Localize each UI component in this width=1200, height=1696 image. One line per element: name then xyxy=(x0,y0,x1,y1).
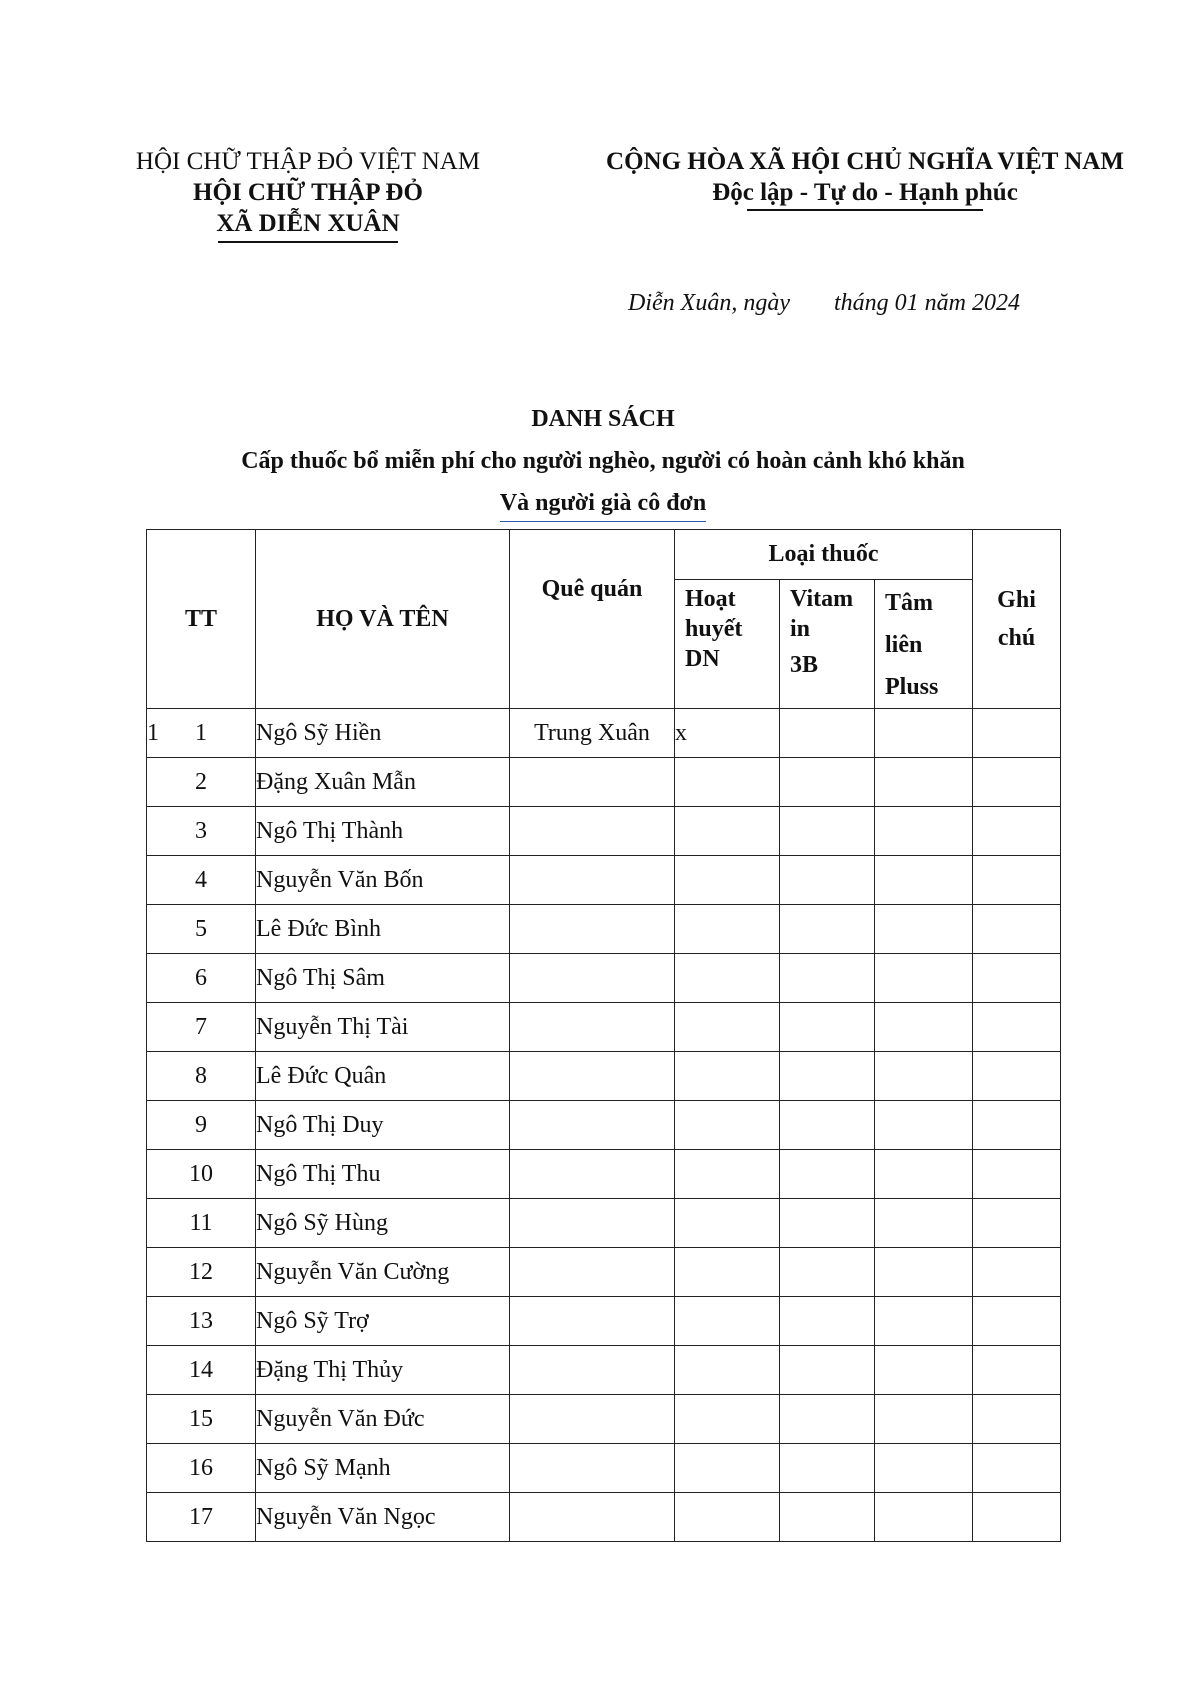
row-medicine-1: x xyxy=(675,709,780,758)
row-tt: 11 xyxy=(147,1199,256,1248)
national-title: CỘNG HÒA XÃ HỘI CHỦ NGHĨA VIỆT NAM xyxy=(606,148,1124,175)
row-name: Ngô Thị Duy xyxy=(256,1101,510,1150)
row-hometown xyxy=(510,1444,675,1493)
row-medicine-2 xyxy=(780,1199,875,1248)
table-row xyxy=(147,1101,1061,1150)
row-name: Đặng Thị Thủy xyxy=(256,1346,510,1395)
org-unit-name: HỘI CHỮ THẬP ĐỎ xyxy=(193,179,423,206)
table-row xyxy=(147,1052,1061,1101)
row-note xyxy=(973,1444,1061,1493)
row-tt: 13 xyxy=(147,1297,256,1346)
table-row xyxy=(147,1493,1061,1542)
header-note-line1: Ghi xyxy=(997,587,1036,613)
row-name: Ngô Sỹ Hiền xyxy=(256,709,510,758)
header-medicine-1 xyxy=(675,580,780,709)
row-tt: 14 xyxy=(147,1346,256,1395)
motto-underline xyxy=(747,209,983,211)
row-tt: 15 xyxy=(147,1395,256,1444)
row-note xyxy=(973,1297,1061,1346)
row-medicine-2 xyxy=(780,1346,875,1395)
row-name: Ngô Thị Sâm xyxy=(256,954,510,1003)
row-note xyxy=(973,807,1061,856)
table-row xyxy=(147,1199,1061,1248)
row-tt-extra: 1 xyxy=(195,719,207,746)
row-name: Ngô Sỹ Hùng xyxy=(256,1199,510,1248)
row-name: Nguyễn Văn Bốn xyxy=(256,856,510,905)
row-medicine-3 xyxy=(875,1150,973,1199)
row-medicine-3 xyxy=(875,856,973,905)
header-medicine-group: Loại thuốc xyxy=(675,530,973,580)
row-name: Ngô Thị Thu xyxy=(256,1150,510,1199)
row-medicine-1 xyxy=(675,1101,780,1150)
row-medicine-3 xyxy=(875,1444,973,1493)
org-underline xyxy=(218,241,398,243)
table-row xyxy=(147,856,1061,905)
header-med2-line2: in xyxy=(790,616,811,642)
row-medicine-2 xyxy=(780,1395,875,1444)
row-medicine-1 xyxy=(675,1297,780,1346)
row-medicine-1 xyxy=(675,1444,780,1493)
row-medicine-1 xyxy=(675,1395,780,1444)
date-rest: tháng 01 năm 2024 xyxy=(833,290,1020,316)
row-tt xyxy=(147,709,256,758)
header-med1-line1: Hoạt xyxy=(685,586,736,612)
row-tt: 6 xyxy=(147,954,256,1003)
row-medicine-3 xyxy=(875,1346,973,1395)
row-name: Đặng Xuân Mẫn xyxy=(256,758,510,807)
row-medicine-2 xyxy=(780,856,875,905)
header-med3-line2: liên xyxy=(885,632,923,658)
row-medicine-2 xyxy=(780,1248,875,1297)
table-row xyxy=(147,807,1061,856)
row-hometown xyxy=(510,1493,675,1542)
row-medicine-3 xyxy=(875,1395,973,1444)
row-tt-number: 1 xyxy=(147,719,159,746)
row-medicine-2 xyxy=(780,1297,875,1346)
row-medicine-3 xyxy=(875,1101,973,1150)
row-medicine-3 xyxy=(875,758,973,807)
header-med3-line1: Tâm xyxy=(885,590,933,616)
row-medicine-3 xyxy=(875,954,973,1003)
row-medicine-2 xyxy=(780,954,875,1003)
table-row xyxy=(147,758,1061,807)
row-name: Nguyễn Văn Cường xyxy=(256,1248,510,1297)
row-hometown xyxy=(510,856,675,905)
row-medicine-2 xyxy=(780,1101,875,1150)
row-note xyxy=(973,1493,1061,1542)
row-medicine-2 xyxy=(780,1150,875,1199)
header-name: HỌ VÀ TÊN xyxy=(256,530,510,709)
national-motto: Độc lập - Tự do - Hạnh phúc xyxy=(712,179,1018,206)
header-note-line2: chú xyxy=(997,625,1036,651)
table-row xyxy=(147,709,1061,758)
subtitle-underline xyxy=(500,521,706,522)
row-medicine-1 xyxy=(675,856,780,905)
row-medicine-3 xyxy=(875,1297,973,1346)
row-note xyxy=(973,1101,1061,1150)
row-note xyxy=(973,856,1061,905)
header-med2-line3: 3B xyxy=(790,652,819,678)
organization-header xyxy=(118,146,498,243)
row-tt: 9 xyxy=(147,1101,256,1150)
row-note xyxy=(973,905,1061,954)
row-tt: 17 xyxy=(147,1493,256,1542)
row-name: Ngô Thị Thành xyxy=(256,807,510,856)
row-medicine-1 xyxy=(675,905,780,954)
row-note xyxy=(973,954,1061,1003)
row-name: Ngô Sỹ Trợ xyxy=(256,1297,510,1346)
org-national-name: HỘI CHỮ THẬP ĐỎ VIỆT NAM xyxy=(135,148,481,175)
table-body xyxy=(147,709,1061,1542)
date-place: Diễn Xuân, ngày xyxy=(628,290,790,316)
table-row xyxy=(147,1150,1061,1199)
row-hometown xyxy=(510,1052,675,1101)
row-hometown xyxy=(510,1346,675,1395)
row-medicine-2 xyxy=(780,1003,875,1052)
row-medicine-2 xyxy=(780,1052,875,1101)
header-med2-line1: Vitam xyxy=(790,586,854,612)
row-medicine-1 xyxy=(675,1346,780,1395)
row-medicine-2 xyxy=(780,709,875,758)
header-med1-line2: huyết xyxy=(685,616,743,642)
row-hometown xyxy=(510,905,675,954)
row-medicine-1 xyxy=(675,1199,780,1248)
row-hometown xyxy=(510,1150,675,1199)
row-hometown xyxy=(510,807,675,856)
row-note xyxy=(973,709,1061,758)
recipient-table xyxy=(146,529,1061,1542)
row-medicine-1 xyxy=(675,954,780,1003)
row-medicine-1 xyxy=(675,1052,780,1101)
row-tt: 8 xyxy=(147,1052,256,1101)
row-medicine-1 xyxy=(675,1003,780,1052)
title-main: DANH SÁCH xyxy=(531,406,675,432)
row-note xyxy=(973,1150,1061,1199)
row-medicine-3 xyxy=(875,1199,973,1248)
row-medicine-3 xyxy=(875,1493,973,1542)
header-hometown: Quê quán xyxy=(510,530,675,709)
header-med3-line3: Pluss xyxy=(885,674,939,700)
row-tt: 3 xyxy=(147,807,256,856)
document-title xyxy=(146,398,1060,524)
row-note xyxy=(973,1248,1061,1297)
table-row xyxy=(147,1346,1061,1395)
row-medicine-3 xyxy=(875,807,973,856)
row-hometown: Trung Xuân xyxy=(510,709,675,758)
row-name: Nguyễn Thị Tài xyxy=(256,1003,510,1052)
national-header xyxy=(590,146,1140,211)
row-tt: 10 xyxy=(147,1150,256,1199)
row-medicine-1 xyxy=(675,758,780,807)
table-row xyxy=(147,954,1061,1003)
row-hometown xyxy=(510,1248,675,1297)
table-row xyxy=(147,1003,1061,1052)
org-commune-name: XÃ DIỄN XUÂN xyxy=(216,210,400,237)
row-name: Lê Đức Quân xyxy=(256,1052,510,1101)
row-tt: 5 xyxy=(147,905,256,954)
row-medicine-2 xyxy=(780,758,875,807)
table-row xyxy=(147,1395,1061,1444)
header-note xyxy=(973,530,1061,709)
row-name: Nguyễn Văn Ngọc xyxy=(256,1493,510,1542)
row-note xyxy=(973,1395,1061,1444)
table-row xyxy=(147,1248,1061,1297)
row-note xyxy=(973,1052,1061,1101)
row-medicine-3 xyxy=(875,1052,973,1101)
row-hometown xyxy=(510,1101,675,1150)
table-row xyxy=(147,905,1061,954)
row-note xyxy=(973,758,1061,807)
table-row xyxy=(147,1444,1061,1493)
row-hometown xyxy=(510,1395,675,1444)
row-medicine-1 xyxy=(675,1493,780,1542)
header-medicine-2 xyxy=(780,580,875,709)
row-tt: 2 xyxy=(147,758,256,807)
title-subtitle-2: Và người già cô đơn xyxy=(499,490,707,516)
row-medicine-2 xyxy=(780,1493,875,1542)
row-medicine-2 xyxy=(780,1444,875,1493)
row-tt: 4 xyxy=(147,856,256,905)
row-medicine-3 xyxy=(875,1248,973,1297)
row-medicine-1 xyxy=(675,1150,780,1199)
row-medicine-3 xyxy=(875,1003,973,1052)
row-hometown xyxy=(510,1297,675,1346)
row-medicine-1 xyxy=(675,1248,780,1297)
row-hometown xyxy=(510,1199,675,1248)
row-name: Ngô Sỹ Mạnh xyxy=(256,1444,510,1493)
row-medicine-2 xyxy=(780,905,875,954)
title-subtitle-1: Cấp thuốc bổ miễn phí cho người nghèo, người có hoàn cảnh khó khăn xyxy=(241,448,965,474)
row-medicine-3 xyxy=(875,905,973,954)
row-hometown xyxy=(510,1003,675,1052)
row-tt: 12 xyxy=(147,1248,256,1297)
header-tt: TT xyxy=(147,530,256,709)
row-hometown xyxy=(510,758,675,807)
row-note xyxy=(973,1003,1061,1052)
table-row xyxy=(147,1297,1061,1346)
row-note xyxy=(973,1199,1061,1248)
date-line xyxy=(628,290,1020,317)
row-medicine-3 xyxy=(875,709,973,758)
row-medicine-2 xyxy=(780,807,875,856)
row-name: Nguyễn Văn Đức xyxy=(256,1395,510,1444)
row-medicine-1 xyxy=(675,807,780,856)
row-hometown xyxy=(510,954,675,1003)
row-name: Lê Đức Bình xyxy=(256,905,510,954)
row-note xyxy=(973,1346,1061,1395)
header-medicine-3 xyxy=(875,580,973,709)
header-med1-line3: DN xyxy=(685,646,720,672)
row-tt: 7 xyxy=(147,1003,256,1052)
row-tt: 16 xyxy=(147,1444,256,1493)
